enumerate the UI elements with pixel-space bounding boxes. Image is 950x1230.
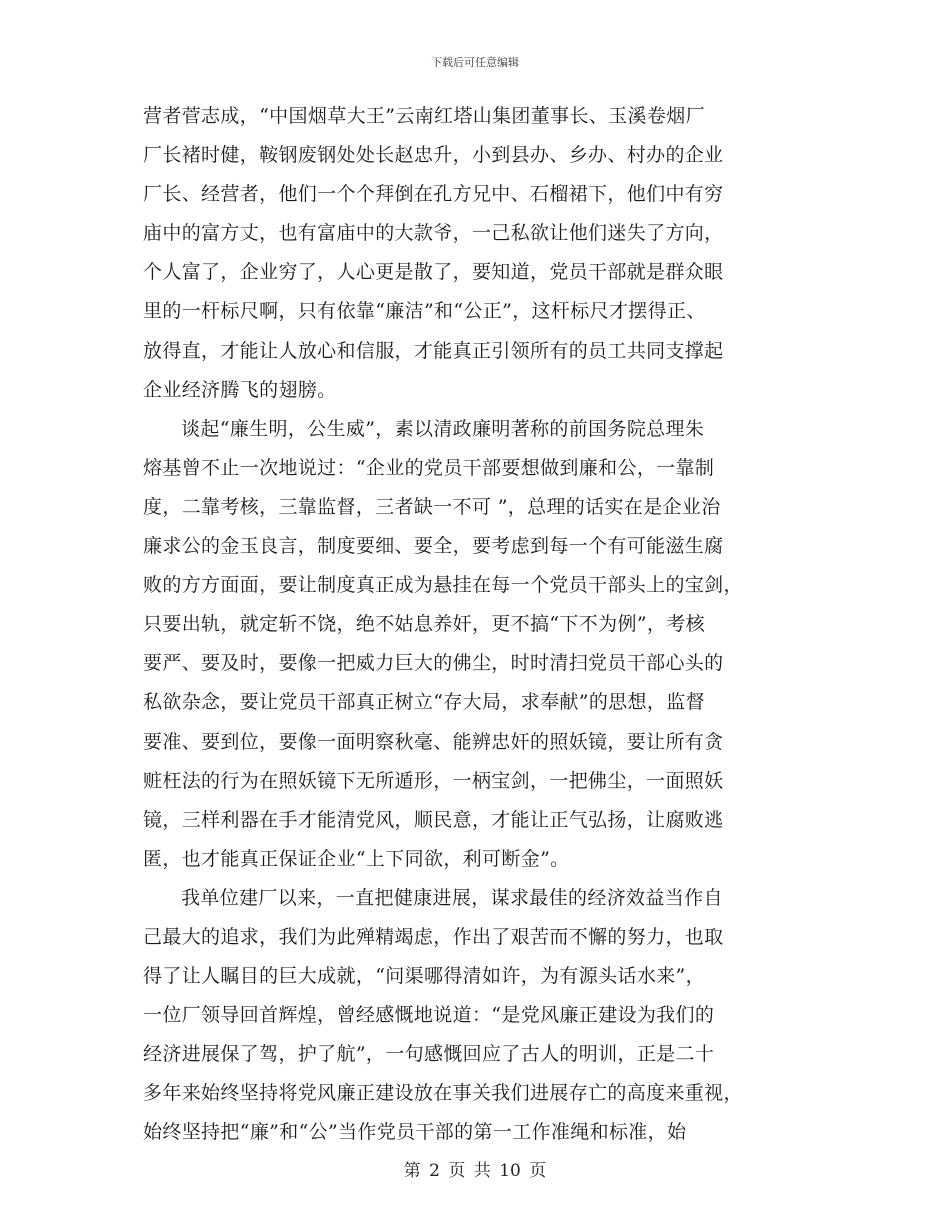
- text-line: 企业经济腾飞的翅膀。: [143, 378, 337, 401]
- text-line: 熔基曾不止一次地说过：“企业的党员干部要想做到廉和公，一靠制: [143, 456, 715, 479]
- paragraph-first-line: 谈起“廉生明，公生威”，素以清政廉明著称的前国务院总理朱: [181, 417, 705, 440]
- text-line: 厂长、经营者，他们一个个拜倒在孔方兄中、石榴裙下，他们中有穷: [143, 183, 724, 206]
- page-header: 下载后可任意编辑: [431, 56, 519, 69]
- text-line: 己最大的追求，我们为此殚精竭虑，作出了艰苦而不懈的努力，也取: [143, 925, 724, 948]
- text-line: 要准、要到位，要像一面明察秋毫、能辨忠奸的照妖镜，要让所有贪: [143, 730, 724, 753]
- text-line: 经济进展保了驾，护了航”，一句感慨回应了古人的明训，正是二十: [143, 1043, 715, 1066]
- text-line: 廉求公的金玉良言，制度要细、要全，要考虑到每一个有可能滋生腐: [143, 535, 724, 558]
- text-line: 放得直，才能让人放心和信服，才能真正引领所有的员工共同支撑起: [143, 339, 724, 362]
- page-number-footer: 第 2 页 共 10 页: [403, 1161, 547, 1181]
- text-line: 度，二靠考核，三靠监督，三者缺一不可 ”，总理的话实在是企业治: [143, 495, 721, 518]
- text-line: 要严、要及时，要像一把威力巨大的佛尘，时时清扫党员干部心头的: [143, 652, 724, 675]
- paragraph-first-line: 我单位建厂以来，一直把健康进展，谋求最佳的经济效益当作自: [181, 886, 723, 909]
- text-line: 赃枉法的行为在照妖镜下无所遁形，一柄宝剑，一把佛尘，一面照妖: [143, 769, 724, 792]
- text-line: 厂长褚时健，鞍钢废钢处处长赵忠升，小到县办、乡办、村办的企业: [143, 144, 724, 167]
- text-line: 里的一杆标尺啊，只有依靠“廉洁”和“公正”，这杆标尺才摆得正、: [143, 300, 706, 323]
- text-line: 个人富了，企业穷了，人心更是散了，要知道，党员干部就是群众眼: [143, 261, 724, 284]
- document-body: [143, 97, 811, 1153]
- text-line: 营者菅志成，“中国烟草大王”云南红塔山集团董事长、玉溪卷烟厂: [143, 105, 705, 127]
- text-line: 镜，三样利器在手才能清党风，顺民意，才能让正气弘扬，让腐败逃: [143, 808, 724, 831]
- text-line: 庙中的富方丈，也有富庙中的大款爷，一己私欲让他们迷失了方向，: [143, 222, 724, 245]
- text-line: 只要出轨，就定斩不饶，绝不姑息养奸，更不搞“下不为例”，考核: [143, 613, 705, 636]
- text-line: 得了让人瞩目的巨大成就，“问渠哪得清如许，为有源头话水来”，: [143, 965, 705, 988]
- text-line: 败的方方面面，要让制度真正成为悬挂在每一个党员干部头上的宝剑，: [143, 574, 743, 597]
- text-line: 匿，也才能真正保证企业“上下同欲，利可断金”。: [143, 847, 570, 870]
- text-line: 私欲杂念，要让党员干部真正树立“存大局，求奉献”的思想，监督: [143, 691, 705, 714]
- text-line: 一位厂领导回首辉煌，曾经感慨地说道：“是党风廉正建设为我们的: [143, 1004, 715, 1027]
- text-line: 多年来始终坚持将党风廉正建设放在事关我们进展存亡的高度来重视，: [143, 1082, 743, 1105]
- text-line: 始终坚持把“廉”和“公”当作党员干部的第一工作准绳和标准，始: [143, 1121, 687, 1144]
